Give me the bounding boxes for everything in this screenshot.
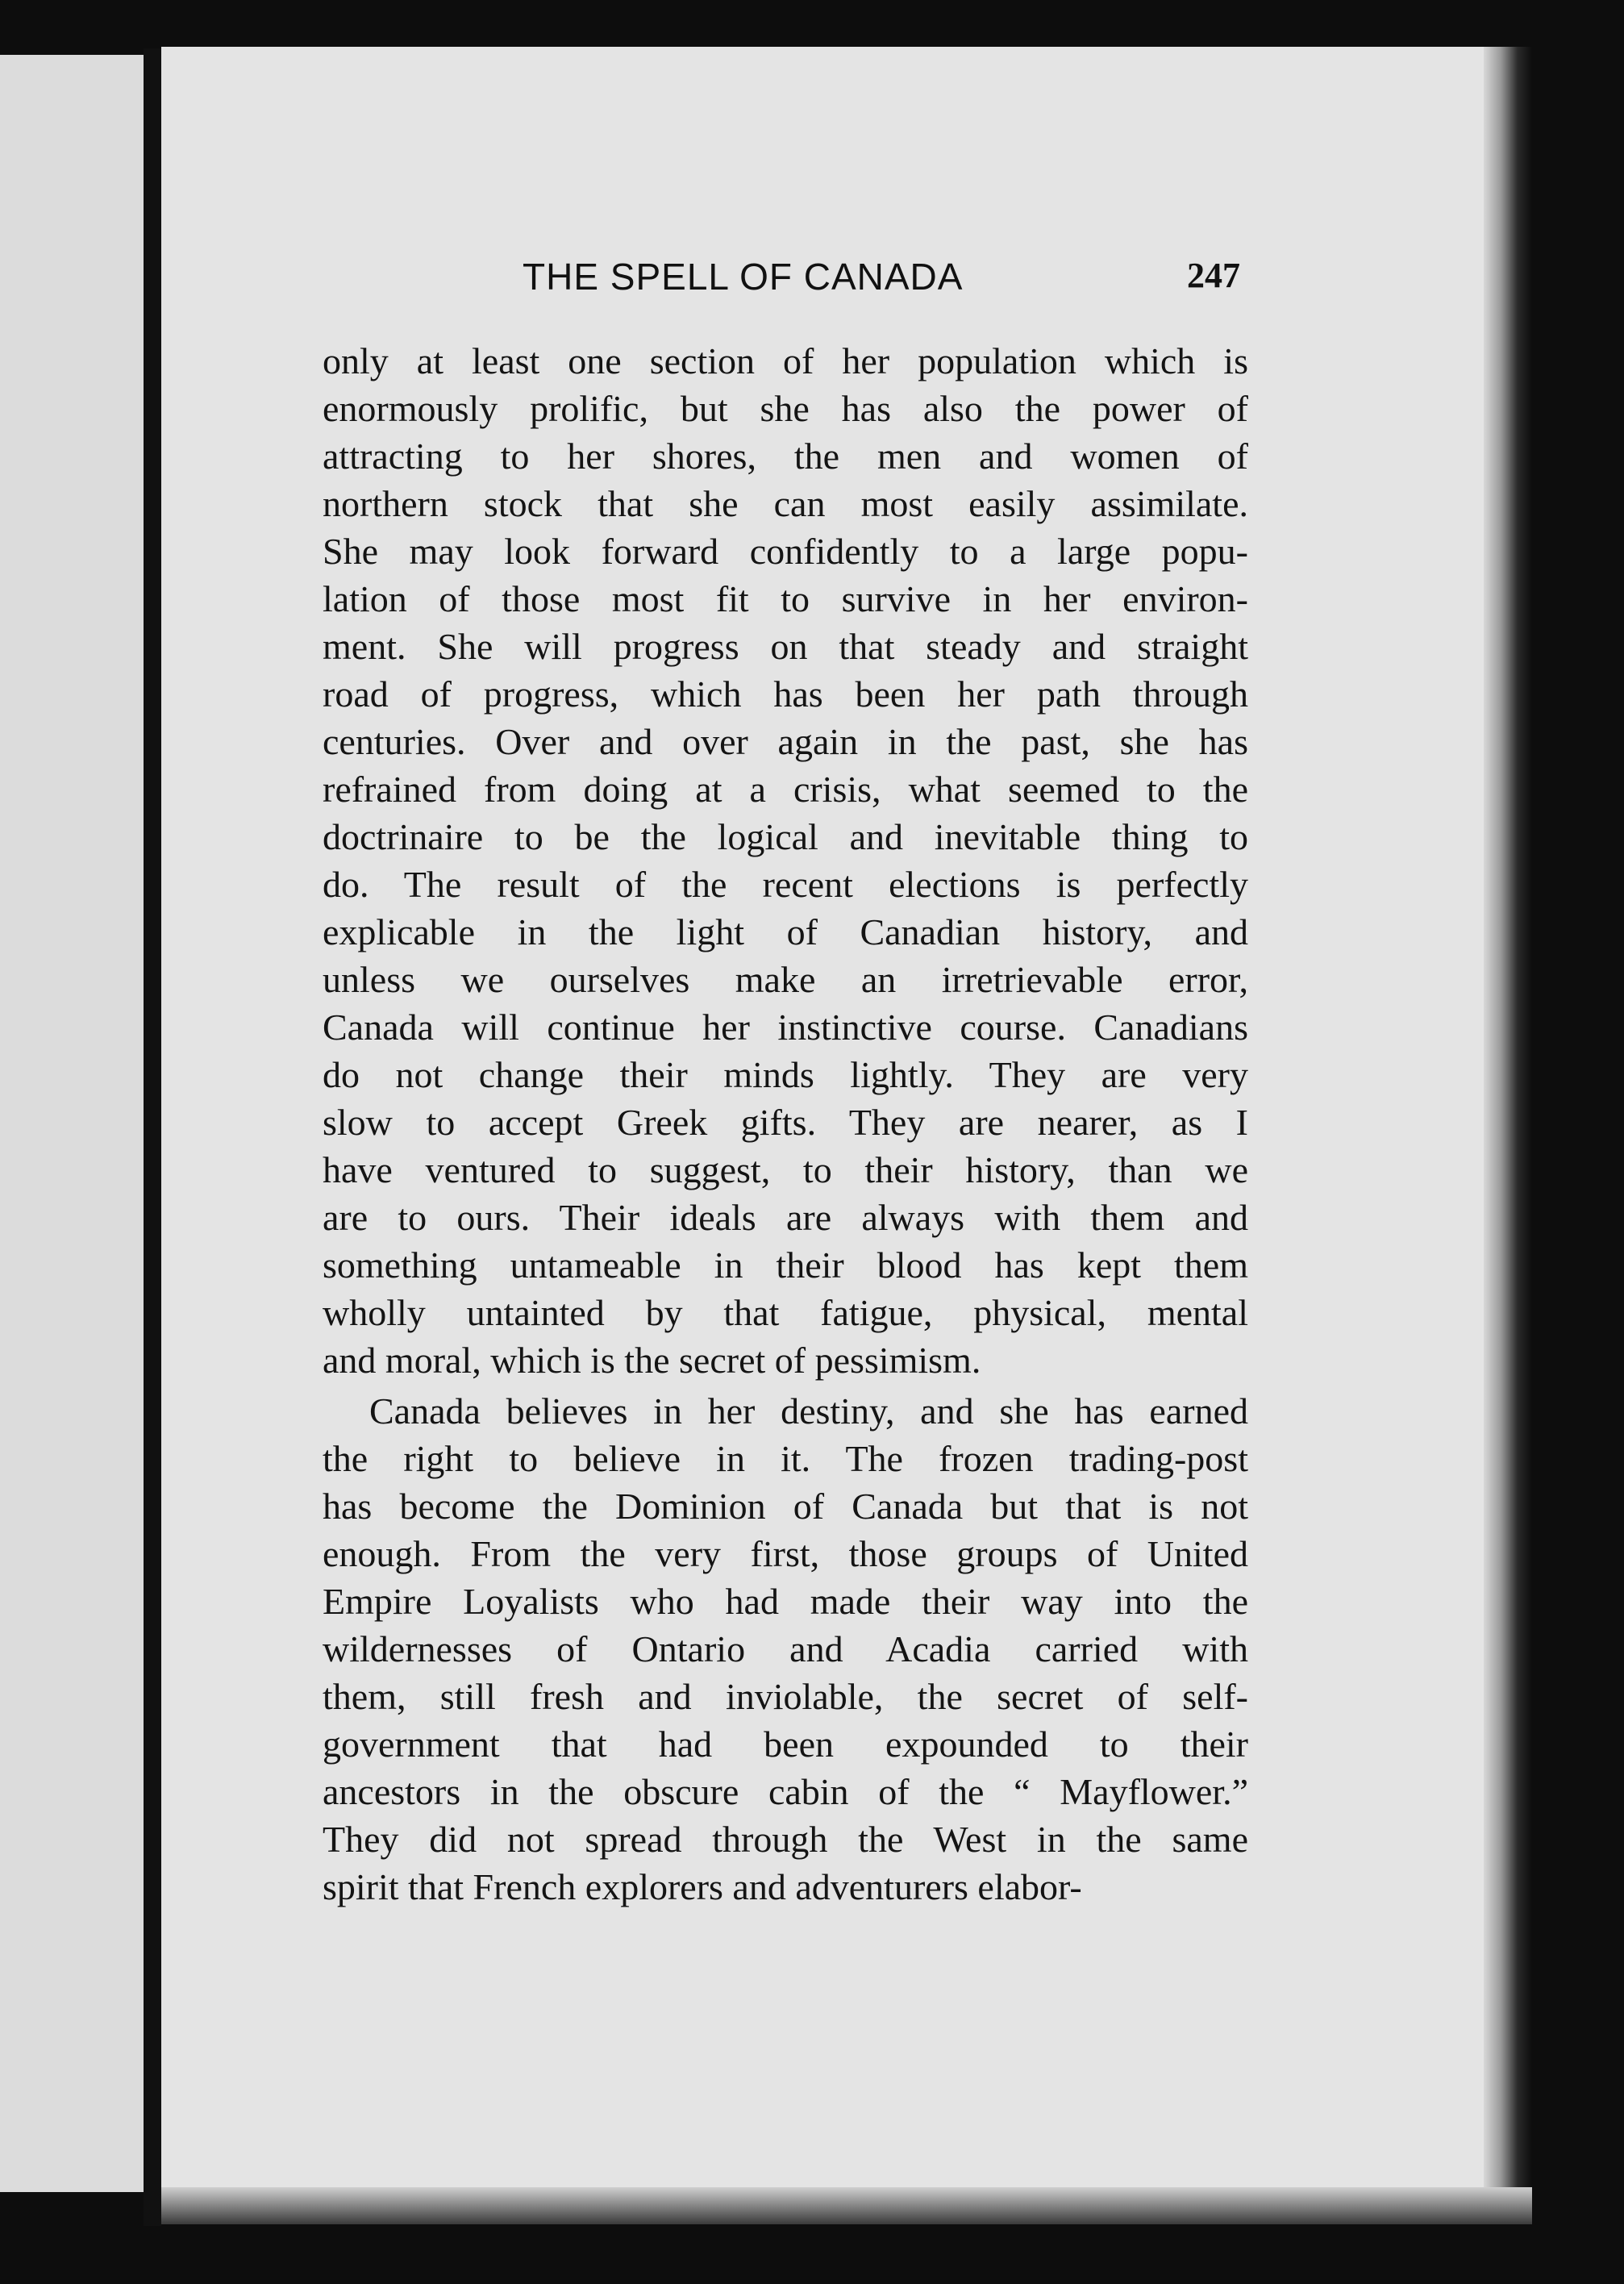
text-line: Empire Loyalists who had made their way into the (323, 1581, 1248, 1622)
text-line: unless we ourselves make an irretrievable error, (323, 959, 1248, 1000)
binding-shadow (144, 48, 161, 2226)
text-line: have ventured to suggest, to their history, than we (323, 1149, 1248, 1190)
running-head (523, 255, 1248, 311)
text-line: explicable in the light of Canadian history, and (323, 911, 1248, 952)
text-line: road of progress, which has been her path through (323, 673, 1248, 715)
text-line: lation of those most fit to survive in her environ- (323, 578, 1248, 619)
text-line: has become the Dominion of Canada but that is not (323, 1486, 1248, 1527)
text-line: enormously prolific, but she has also the power of (323, 388, 1248, 429)
text-line: spirit that French explorers and adventurers elabor- (323, 1866, 1082, 1907)
text-line: government that had been expounded to their (323, 1723, 1248, 1765)
page-number: 247 (1187, 256, 1240, 295)
text-line: Canada will continue her instinctive course. Canadians (323, 1007, 1248, 1048)
text-line: centuries. Over and over again in the past, she has (323, 721, 1248, 762)
text-line: They did not spread through the West in the same (323, 1819, 1248, 1860)
text-line: wildernesses of Ontario and Acadia carried with (323, 1628, 1248, 1669)
text-line: are to ours. Their ideals are always with them and (323, 1197, 1248, 1238)
text-line: enough. From the very first, those groups of United (323, 1533, 1248, 1574)
text-line: only at least one section of her population which is (323, 340, 1248, 381)
text-line: something untameable in their blood has kept them (323, 1244, 1248, 1286)
text-line: refrained from doing at a crisis, what seemed to the (323, 769, 1248, 810)
text-line: She may look forward confidently to a large popu- (323, 531, 1248, 572)
text-line: do. The result of the recent elections is perfectly (323, 864, 1248, 905)
text-line: and moral, which is the secret of pessimism. (323, 1340, 981, 1381)
facing-page-edge (0, 55, 144, 2192)
text-line: Canada believes in her destiny, and she has earned (369, 1390, 1248, 1432)
text-line: wholly untainted by that fatigue, physical, mental (323, 1292, 1248, 1333)
text-line: the right to believe in it. The frozen trading-post (323, 1438, 1248, 1479)
text-line: do not change their minds lightly. They are very (323, 1054, 1248, 1095)
body-text (323, 337, 1248, 1911)
text-line: northern stock that she can most easily assimilate. (323, 483, 1248, 524)
paragraph (323, 337, 1248, 1384)
text-line: slow to accept Greek gifts. They are nearer, as I (323, 1102, 1248, 1143)
page-edge-shadow (1484, 47, 1532, 2224)
text-line: them, still fresh and inviolable, the secret of self- (323, 1676, 1248, 1717)
text-line: ancestors in the obscure cabin of the “ Mayflower.” (323, 1771, 1248, 1812)
text-line: doctrinaire to be the logical and inevitable thing to (323, 816, 1248, 857)
text-line: attracting to her shores, the men and women of (323, 436, 1248, 477)
text-line: ment. She will progress on that steady and straight (323, 626, 1248, 667)
running-title: THE SPELL OF CANADA (523, 256, 964, 298)
page-bottom-shadow (161, 2187, 1532, 2224)
paragraph (323, 1387, 1248, 1911)
